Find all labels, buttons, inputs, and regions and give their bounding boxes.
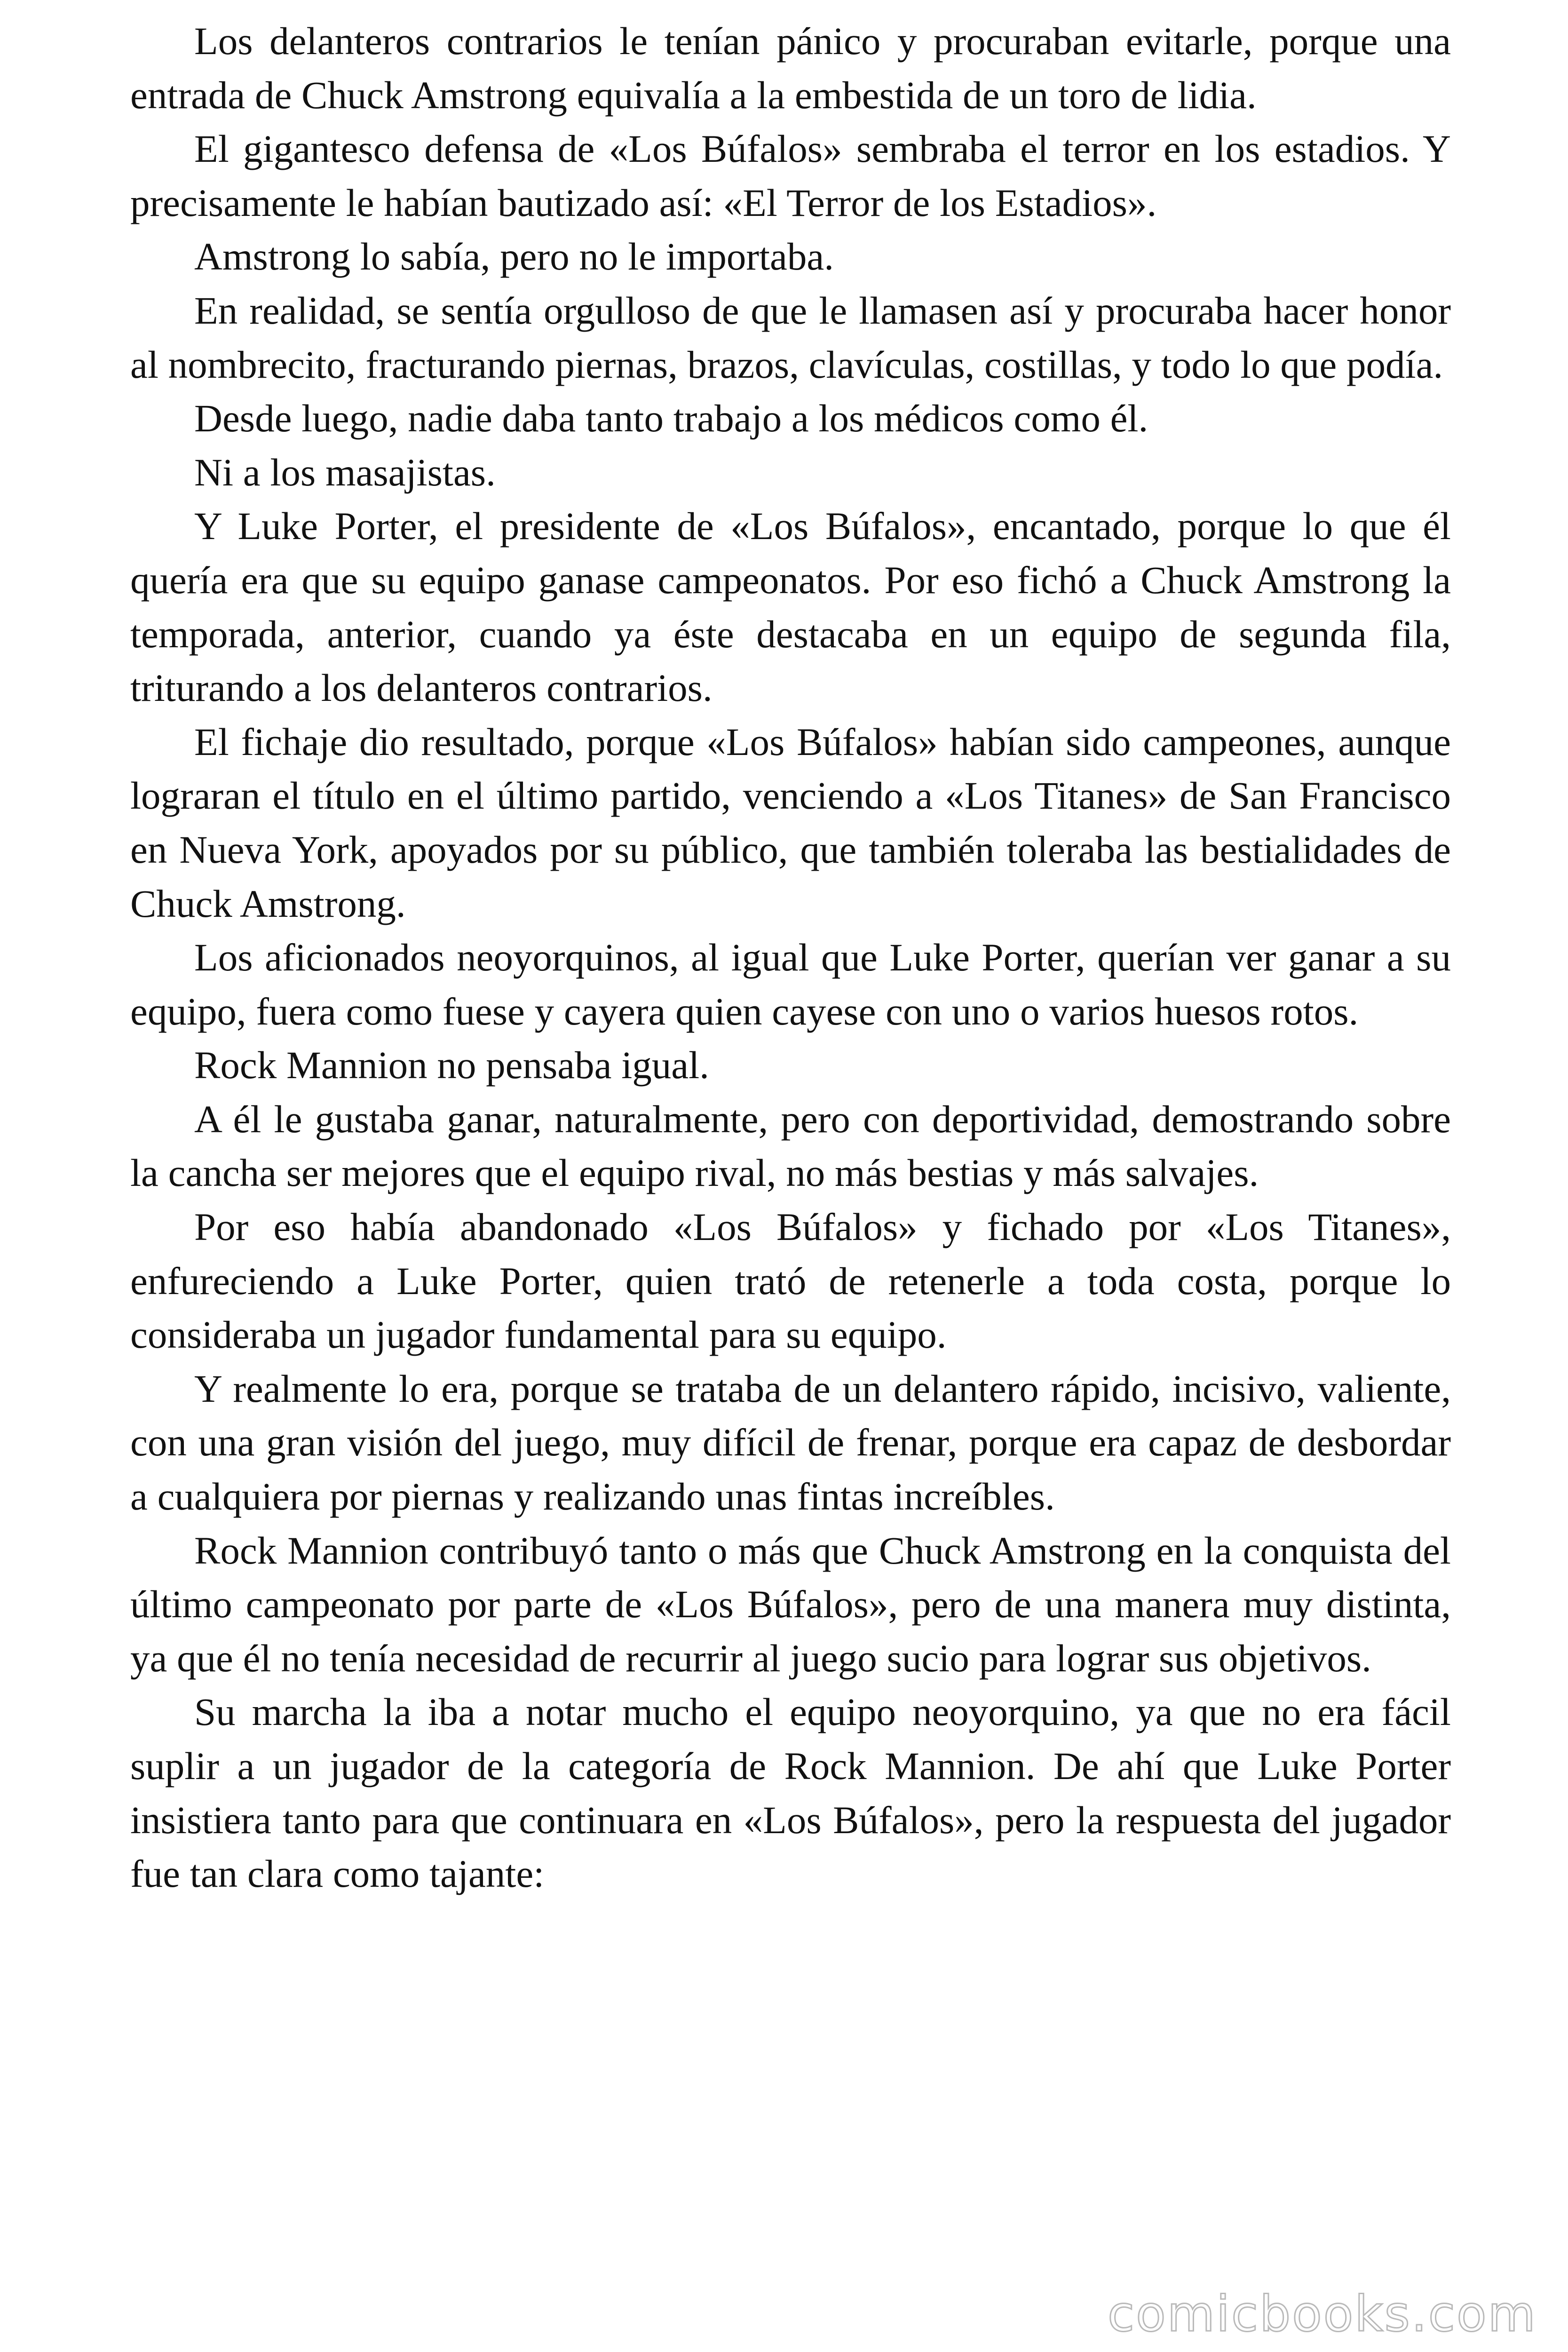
paragraph: Por eso había abandonado «Los Búfalos» y fichado por «Los Titanes», enfureciendo a Luke Porter, quien trató de retenerle a toda costa, porque lo consideraba un jugador fundamental para su equipo. — [130, 1205, 1451, 1357]
watermark: comicbooks.com — [1107, 2285, 1537, 2343]
paragraph: Ni a los masajistas. — [194, 450, 496, 494]
book-page — [130, 14, 1451, 1901]
paragraph: Su marcha la iba a notar mucho el equipo neoyorquino, ya que no era fácil suplir a un jugador de la categoría de Rock Mannion. De ahí que Luke Porter insistiera tanto para que continuara en «Los Búfalos», pero la respuesta del jugador fue tan clara como tajante: — [130, 1690, 1451, 1896]
paragraph: En realidad, se sentía orgulloso de que le llamasen así y procuraba hacer honor al nombrecito, fracturando piernas, brazos, clavículas, costillas, y todo lo que podía. — [130, 288, 1451, 386]
paragraph: Desde luego, nadie daba tanto trabajo a los médicos como él. — [194, 397, 1148, 440]
paragraph: El gigantesco defensa de «Los Búfalos» sembraba el terror en los estadios. Y precisamente le habían bautizado así: «El Terror de los Estadios». — [130, 127, 1451, 224]
paragraph: Rock Mannion contribuyó tanto o más que Chuck Amstrong en la conquista del último campeonato por parte de «Los Búfalos», pero de una manera muy distinta, ya que él no tenía necesidad de recurrir al juego sucio para lograr sus objetivos. — [130, 1528, 1451, 1680]
paragraph: Rock Mannion no pensaba igual. — [194, 1043, 709, 1087]
paragraph: A él le gustaba ganar, naturalmente, pero con deportividad, demostrando sobre la cancha ser mejores que el equipo rival, no más bestias y más salvajes. — [130, 1097, 1451, 1195]
paragraph: Y realmente lo era, porque se trataba de un delantero rápido, incisivo, valiente, con una gran visión del juego, muy difícil de frenar, porque era capaz de desbordar a cualquiera por piernas y realizando unas fintas increíbles. — [130, 1367, 1451, 1518]
paragraph: Amstrong lo sabía, pero no le importaba. — [194, 235, 834, 278]
paragraph: Los aficionados neoyorquinos, al igual que Luke Porter, querían ver ganar a su equipo, fuera como fuese y cayera quien cayese con uno o varios huesos rotos. — [130, 936, 1451, 1033]
paragraph: Los delanteros contrarios le tenían pánico y procuraban evitarle, porque una entrada de Chuck Amstrong equivalía a la embestida de un toro de lidia. — [130, 19, 1451, 117]
paragraph: El fichaje dio resultado, porque «Los Búfalos» habían sido campeones, aunque lograran el título en el último partido, venciendo a «Los Titanes» de San Francisco en Nueva York, apoyados por su público, que también toleraba las bestialidades de Chuck Amstrong. — [130, 720, 1451, 925]
paragraph: Y Luke Porter, el presidente de «Los Búfalos», encantado, porque lo que él quería era que su equipo ganase campeonatos. Por eso fichó a Chuck Amstrong la temporada, anterior, cuando ya éste destacaba en un equipo de segunda fila, triturando a los delanteros contrarios. — [130, 504, 1451, 710]
